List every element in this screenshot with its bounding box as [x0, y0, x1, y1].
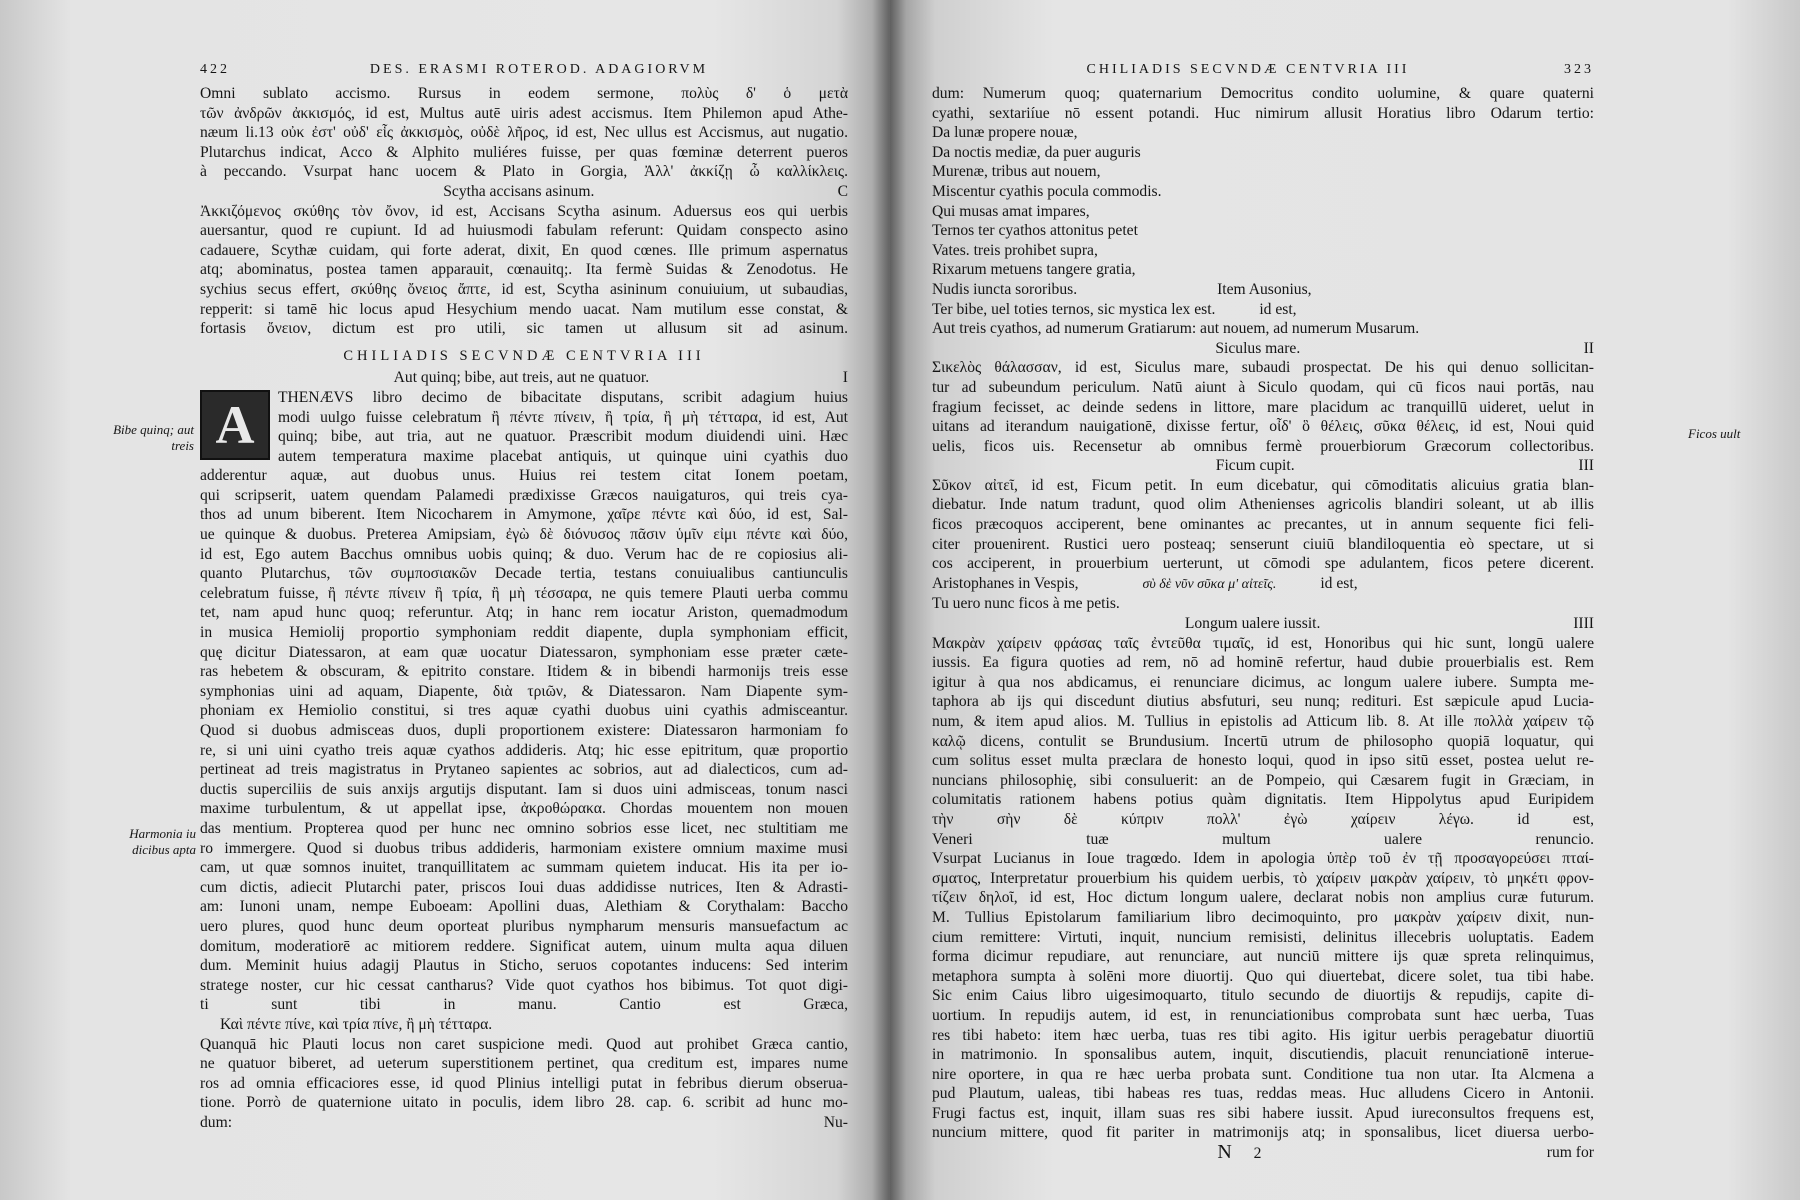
text-line: M. Tullius Epistolarum familiarium libro decimoquinto, pro μακρὰν χαίρειν dixit, nun-	[932, 908, 1594, 926]
adage-title-text: Longum ualere iussit.	[1184, 615, 1321, 633]
running-title: CHILIADIS SECVNDÆ CENTVRIA III	[1086, 62, 1410, 77]
text-line: uitans ad iterandum nauigationē, dixisse fertur, οἶδ' ὃ θέλεις, σῦκα θέλεις, id est, Noui quid	[932, 418, 1594, 436]
text-line: phoniam ex Hemiolio constitui, si tres aquæ cyathi duobus uini cyathis admisceantur.	[200, 702, 848, 720]
text-line: citer prouenirent. Rustici uero posteaq; senserunt ciuiū blandiloquentia eò spectare, ut si	[932, 535, 1594, 553]
text-line: uortium. In repudijs autem, id est, in renunciationibus comprobata sunt hæc uerba, Tuas	[932, 1006, 1594, 1024]
text-line: Vsurpat Lucianus in Ioue tragœdo. Idem in apologia ὑπὲρ τοῦ ἐν τῇ προσαγορεύσει πταί-	[932, 850, 1594, 868]
text-line: τῶν ἀνδρῶν ἀκκισμός, id est, Multus autē uiris adest accismus. Item Philemon apud Athe-	[200, 104, 848, 122]
text-line: modi uulgo fuisse celebratum ἢ πέντε πίνειν, ἢ τρία, ἢ μὴ τέτταρα, id est, Aut	[278, 408, 848, 426]
text-line: iussis. Ea figura quoties ad rem, nō ad hominē refertur, haud dubie prouerbialis est. Rem	[932, 654, 1594, 672]
text-line: τὴν σὴν δὲ κύπριν πολλ' ἐγὼ χαίρειν λέγω. id est,	[932, 810, 1594, 828]
text-line: nuncium mittere, quod fit pariter in matrimonijs atq; in sponsalibus, licet diuersa uerbo-	[932, 1124, 1594, 1142]
text-line: Vates. treis prohibet supra,	[932, 241, 1098, 259]
page-number: 323	[1564, 62, 1594, 77]
text-line: Veneri tuæ multum ualere renuncio.	[932, 830, 1594, 848]
verse-line: Tu uero nunc ficos à me petis.	[932, 595, 1120, 613]
adage-number: IIII	[1573, 615, 1594, 633]
adage-title	[932, 339, 1594, 359]
text-line: ue quinque & duobus. Preterea Amipsiam, ἐγὼ δὲ διόνυσος πᾶσιν ὑμῖν εἰμι πέντε καὶ δύο,	[200, 526, 848, 544]
text-line: metaphora sumpta à solēni more diuortij. Quo qui diuertebat, dicere solet, tua tibi habe.	[932, 967, 1594, 985]
signature-line	[932, 1143, 1594, 1164]
right-top-paragraph	[932, 84, 1594, 123]
text-line: Σῦκον αἰτεῖ, id est, Ficum petit. In eum dicebatur, qui cōmoditatis alicuius gratia blan-	[932, 476, 1594, 494]
text-line: forma dicimur repudiare, aut renunciare, aut nunciū mittere ijs quæ spreta relinquimus,	[932, 948, 1594, 966]
text-line: adderentur aquæ, aut duobus unus. Huius rei testem citat Ionem poetam,	[200, 467, 848, 485]
page-number: 422	[200, 62, 230, 77]
text-line: Qui musas amat impares,	[932, 202, 1090, 220]
text-line: à peccando. Vsurpat hanc uocem & Plato in Gorgia, Ἀλλ' ἀκκίζῃ ὦ καλλίκλεις.	[200, 163, 848, 181]
adage-title	[200, 368, 848, 388]
text-line: Ἀκκιζόμενος σκύθης τὸν ὄνον, id est, Accisans Scytha asinum. Aduersus eos qui uerbis	[200, 202, 848, 220]
text-line: nuncians philosophię, sibi consuluerit: an de Pompeio, qui Cæsarem fugit in Græciam, in	[932, 771, 1594, 789]
text-line: τίζειν δηλοῖ, id est, Hoc dictum longum ualere, declarat nobis non amplius curæ futurum.	[932, 889, 1594, 907]
text-line: id est, Ego autem Bacchus omnibus uobis quinq; & duo. Verum hac de re copiosius ali-	[200, 545, 848, 563]
text-line: repperit: si tamē hic locus apud Hesychium mendo uacat. Nam mutilum esse constat, &	[200, 300, 848, 318]
running-title: DES. ERASMI ROTEROD. ADAGIORVM	[369, 62, 709, 77]
text-line: THENÆVS libro decimo de bibacitate disputans, scribit adagium huius	[278, 388, 848, 406]
text-line: celebratum fuisse, ἢ πέντε πίνειν ἢ τρία, ἢ μὴ τέσσαρα, ne quis temere Plauti uerba commu	[200, 584, 848, 602]
adage-title-text: Aut quinq; bibe, aut treis, aut ne quatuor.	[393, 369, 650, 387]
text-line: quę dicitur Diatessaron, at eam quæ uocatur Diatessaron, symphoniam esse præter cæte-	[200, 643, 848, 661]
verse-line: Aut treis cyathos, ad numerum Gratiarum: aut nouem, ad numerum Musarum.	[932, 320, 1420, 338]
text-line: cyathi, sextariíue nō essent potandi. Huc nimirum allusit Horatius libro Odarum tertio:	[932, 104, 1594, 122]
book-gutter	[872, 0, 906, 1200]
adage-number: I	[842, 369, 848, 387]
text-line: maxime turbulentum, & ut appellat ipse, ἀκροθώρακα. Chordas mouentem non mouen	[200, 800, 848, 818]
margin-note: Harmonia iu dicibus apta	[129, 826, 196, 857]
text-line: Plutarchus indicat, Acco & Alphito muliéres fuisse, per quas fœminæ deterrent pueros	[200, 143, 848, 161]
text-line: re, si uni uini cyatho treis aquæ cyathos addideris. Atq; hic esse epitritum, quæ proportio	[200, 741, 848, 759]
text-line: quanto Plutarchus, τῶν συμποσιακῶν Decade tertia, testans conuiualibus cantiunculis	[200, 565, 848, 583]
adage-title-text: Siculus mare.	[1215, 339, 1301, 357]
text-line: cum dictis, adiecit Plutarchi pater, priscos Ioui duas addidisse nutrices, Iten & Adrasti-	[200, 878, 848, 896]
decorated-initial: A	[200, 390, 270, 460]
signature-mark: N 2	[1217, 1141, 1262, 1164]
text-line: igitur à qua nos abdicamus, ei renunciare dicimus, ac longum ualere iubere. Sumpta me-	[932, 673, 1594, 691]
text-line: auersantur, quod re cupiunt. Id ad huiusmodi fabulam referunt: Quidam conspecto asino	[200, 222, 848, 240]
adage-body	[200, 202, 848, 339]
text-line: in matrimonio. In sponsalibus autem, inquit, discutiendis, placuit renunciationē interue-	[932, 1046, 1594, 1064]
text-line: am: Iunoni unam, nempe Euboeam: Apollini duas, Alethiam & Corythalam: Baccho	[200, 898, 848, 916]
adage-title-text: Scytha accisans asinum.	[443, 182, 595, 200]
adage-body	[932, 476, 1594, 574]
left-running-head	[200, 60, 848, 84]
text-line: cum solitus esset multa præclara de honesto loqui, quod in ipso sitū esset, postea uelut re-	[932, 752, 1594, 770]
text-line: ro immergere. Quod si duobus tribus addideris, harmoniam existere omnium maxime musi	[200, 839, 848, 857]
text-line: cadauere, Scythæ cuidam, qui forte aderat, dixit, En quod cœnes. Ille primum aspernatus	[200, 241, 848, 259]
text-line: num, & item apud alios. M. Tullius in epistolis ad Atticum lib. 8. At ille πολλὰ χαίρειν τῷ	[932, 713, 1594, 730]
adage-body	[932, 634, 1594, 1143]
text-line: Omni sublato accismo. Rursus in eodem sermone, πολὺς δ' ὁ μετὰ	[200, 85, 848, 102]
text-line: sychius secus effert, σκύθης ὄνειος ἄπτε, id est, Scytha asininum conuiuium, ut subaudias,	[200, 280, 848, 298]
adage-title	[932, 614, 1594, 634]
text-line: Nudis iuncta sororibus. Item Ausonius,	[932, 280, 1312, 298]
text-line: ras hebetem & obscuram, & epitrito constare. Itidem & in bibendi harmonijs treis esse	[200, 663, 848, 681]
text-line: thos ad unum biberent. Item Nicocharem in Amymone, χαῖρε πέντε καὶ δύο, id est, Sal-	[200, 506, 848, 524]
text-line: qui scripserit, uatem quendam Palamedi prædixisse Græcos nauigaturos, qui treis cya-	[200, 486, 848, 504]
adage-body	[932, 358, 1594, 456]
text-line: Quanquā hic Plauti locus non caret suspicione medi. Quod aut prohibet Græca cantio,	[200, 1035, 848, 1053]
text-line: cos acciperent, in prouerbium uerterunt, ut cōmodi spe adulantem, ficos petere dicerent.	[932, 555, 1594, 573]
text-line: Sic enim Caius libro uigesimoquarto, titulo secundo de diuortijs & repudijs, capite di-	[932, 987, 1594, 1005]
text-line: nire oportere, in qua re hæc uerba probata sunt. Conditione tua non utar. Ita Alcmena a	[932, 1065, 1594, 1083]
text-line: næum li.13 οὐκ ἐστ' οὐδ' εἷς ἀκκισμὸς, οὐδὲ λῆρος, id est, Nec ullus est Accismus, aut nugatio.	[200, 124, 848, 142]
text-line: Frugi factus est, inquit, illam suas res sibi habere iussit. Apud iureconsultos frequens est,	[932, 1104, 1594, 1122]
text-line: ficos præcoquos acciperent, bene ominantes ac precantes, ut in annum sequente fici feli-	[932, 516, 1594, 534]
text-line: Quod si duobus admisceas duos, dupli proportionem existere: Diatessaron harmoniam fo	[200, 722, 848, 739]
text-line: tione. Porrò de quaternione uitato in poculis, idem libro 28. cap. 6. scribit ad hunc mo-	[200, 1094, 848, 1112]
text-line: uelis, ficos uis. Recensetur ab omnibus fermè prouerbiorum Græcorum collectoribus.	[932, 437, 1594, 455]
adage-body	[200, 388, 848, 1015]
text-line: Rixarum metuens tangere gratia,	[932, 261, 1136, 279]
text-line: cium remittere: Virtuti, inquit, nuncium remisisti, delinitus illecebris uoluptatis. Eadem	[932, 928, 1594, 946]
text-line: Murenæ, tribus aut nouem,	[932, 163, 1101, 181]
text-line: symphonias uini ad aquam, Diapente, διὰ τριῶν, & Diatessaron. Nam Diapente sym-	[200, 682, 848, 700]
text-line: ductis superciliis de suis anxijs argutijs disputant. Iam si duos uini admisceas, tonum nasci	[200, 780, 848, 798]
citation-line	[932, 574, 1594, 595]
text-line: ros ad omnia efficaciores esse, id quod Plinius intelligi putat in febribus dierum obserua-	[200, 1074, 848, 1092]
text-line: tet, nam apud hunc quoq; referuntur. Atq; in hanc rem iocatur Ariston, quemadmodum	[200, 604, 848, 622]
text-line: tur ad subeundum periculum. Natū aiunt à Siculo quodam, qui cū ficos naui portās, nau	[932, 378, 1594, 396]
adage-body-continued	[200, 1035, 848, 1133]
ausonius-verse	[932, 300, 1594, 320]
adage-number: II	[1583, 339, 1594, 357]
text-line: fortasis ὄνειον, dictum est pro utili, sic tamen ut allusum sit ad asinum.	[200, 320, 848, 338]
greek-verse: Καὶ πέντε πίνε, καὶ τρία πίνε, ἢ μὴ τέτταρα.	[220, 1015, 493, 1033]
text-line: taphora ab ijs qui discedunt diutius absfuturi, seu nunq; redituri. Est sæpicule apud Lucia-	[932, 693, 1594, 711]
text-line: res tibi habeto: item hæc uerba, tuas res tibi agito. His igitur uerbis peragebatur diuortiū	[932, 1026, 1594, 1044]
left-text-column	[200, 60, 848, 1132]
text-line: domitum, moderatiorē ac mitiorem reddere. Significat autem, uinum multa aqua diluen	[200, 937, 848, 955]
adage-number: C	[837, 182, 848, 200]
adage-number: III	[1578, 457, 1594, 475]
text-line: Σικελὸς θάλασσαν, id est, Siculus mare, subaudi prospectat. De his qui denuo sollicitan-	[932, 359, 1594, 377]
text-line: in musica Hemiolij proportio symphoniam reddit diapente, dupla symphoniam efficit,	[200, 624, 848, 642]
text-line: columitatis rationem habens potius quàm dignitatis. Item Hippolytus apud Euripidem	[932, 791, 1594, 809]
text-line: καλῷ dicens, contulit se Brundusium. Incertū utrum de philosopho quopiā loquatur, qui	[932, 732, 1594, 750]
text-line: dum: Numerum quoq; quaternarium Democritus condito uolumine, & quare quaterni	[932, 85, 1594, 102]
right-text-column	[932, 60, 1594, 1164]
right-running-head	[932, 60, 1594, 84]
verse-line: Ter bibe, uel toties ternos, sic mystica lex est.	[932, 300, 1216, 318]
adage-title	[200, 182, 848, 202]
adage-title	[932, 456, 1594, 476]
id-est: id est,	[1259, 300, 1297, 318]
margin-note: Ficos uult	[1688, 426, 1741, 441]
text-line: stratege noster, cur hic cessat cantharus? Vide quot cyathos hos bibimus. Tot quot digi-	[200, 976, 848, 994]
text-line: ti sunt tibi in manu. Cantio est Græca,	[200, 996, 848, 1014]
text-line: ne quatuor biberet, ad ueterum superstitionem pertinet, qua creditum est, impares nume	[200, 1055, 848, 1073]
text-line: uero plures, quod hunc deum oporteat pluribus nympharum mensuris mansuefactum ac	[200, 917, 848, 935]
text-line: dum: Nu-	[200, 1113, 848, 1131]
text-line: quinq; bibe, aut tria, aut ne quatuor. Præscribit modum diuidendi uini. Hæc	[278, 428, 848, 446]
greek-quote: σὺ δὲ νῦν σῦκα μ' αἰτεῖς.	[1142, 576, 1277, 592]
text-line: pud Plautum, ualeas, tibi habeas res tuas, reddas meas. Huc alludens Cicero in Antonii.	[932, 1085, 1594, 1103]
text-line: σματος, Interpretatur prouerbium his quidem uerbis, τὸ χαίρειν μακρὰν χαίρειν, τὸ μηκέτι φρον-	[932, 869, 1594, 887]
left-top-paragraph	[200, 84, 848, 182]
text-line: das mentium. Propterea quod per hunc nec omnino sobrios esse licet, nec stultitiam me	[200, 819, 848, 837]
citation-source: Aristophanes in Vespis,	[932, 574, 1079, 592]
section-head: CHILIADIS SECVNDÆ CENTVRIA III	[343, 347, 705, 364]
adage-title-text: Ficum cupit.	[1215, 457, 1295, 475]
left-page	[0, 0, 890, 1200]
text-line: Ternos ter cyathos attonitus petet	[932, 222, 1138, 240]
text-line: fragium fecisset, ac deinde sedens in littore, mare placidum ac tranquillū uideret, uelut in	[932, 398, 1594, 416]
margin-note: Bibe quinq; aut treis	[113, 422, 194, 453]
catchword: rum for	[1546, 1144, 1594, 1162]
id-est: id est,	[1320, 574, 1358, 592]
text-line: Μακρὰν χαίρειν φράσας ταῖς ἐντεῦθα τιμαῖς, id est, Honoribus qui hic sunt, longū ualere	[932, 634, 1594, 652]
text-line: Miscentur cyathis pocula commodis.	[932, 182, 1162, 200]
text-line: dum. Meminit huius adagij Plautus in Sticho, seruos copotantes inducens: Sed interim	[200, 957, 848, 975]
text-line: diebatur. Inde natum tradunt, quod olim Athenienses agricolis blandiri soleant, ut ab illis	[932, 496, 1594, 514]
text-line: Da lunæ propere nouæ,	[932, 124, 1078, 142]
text-line: cam, ut quæ somnos inuitet, tranquillitatem ac summam quietem inducat. His ita per io-	[200, 859, 848, 877]
text-line: autem temperatura maxime placebat antiquis, ut quinque uini cyathis duo	[278, 447, 848, 465]
text-line: atq; abominatus, postea tamen apparauit, cœnauitq;. Ita fermè Suidas & Zenodotus. He	[200, 261, 848, 279]
text-line: Da noctis mediæ, da puer auguris	[932, 143, 1141, 161]
ausonius-intro: Item Ausonius,	[1217, 280, 1312, 298]
text-line: pertineat ad treis magistratus in Prytaneo sapientes ac sobrios, aut ad dialecticos, cum ad-	[200, 761, 848, 779]
horace-verse	[932, 123, 1594, 299]
right-page	[890, 0, 1800, 1200]
